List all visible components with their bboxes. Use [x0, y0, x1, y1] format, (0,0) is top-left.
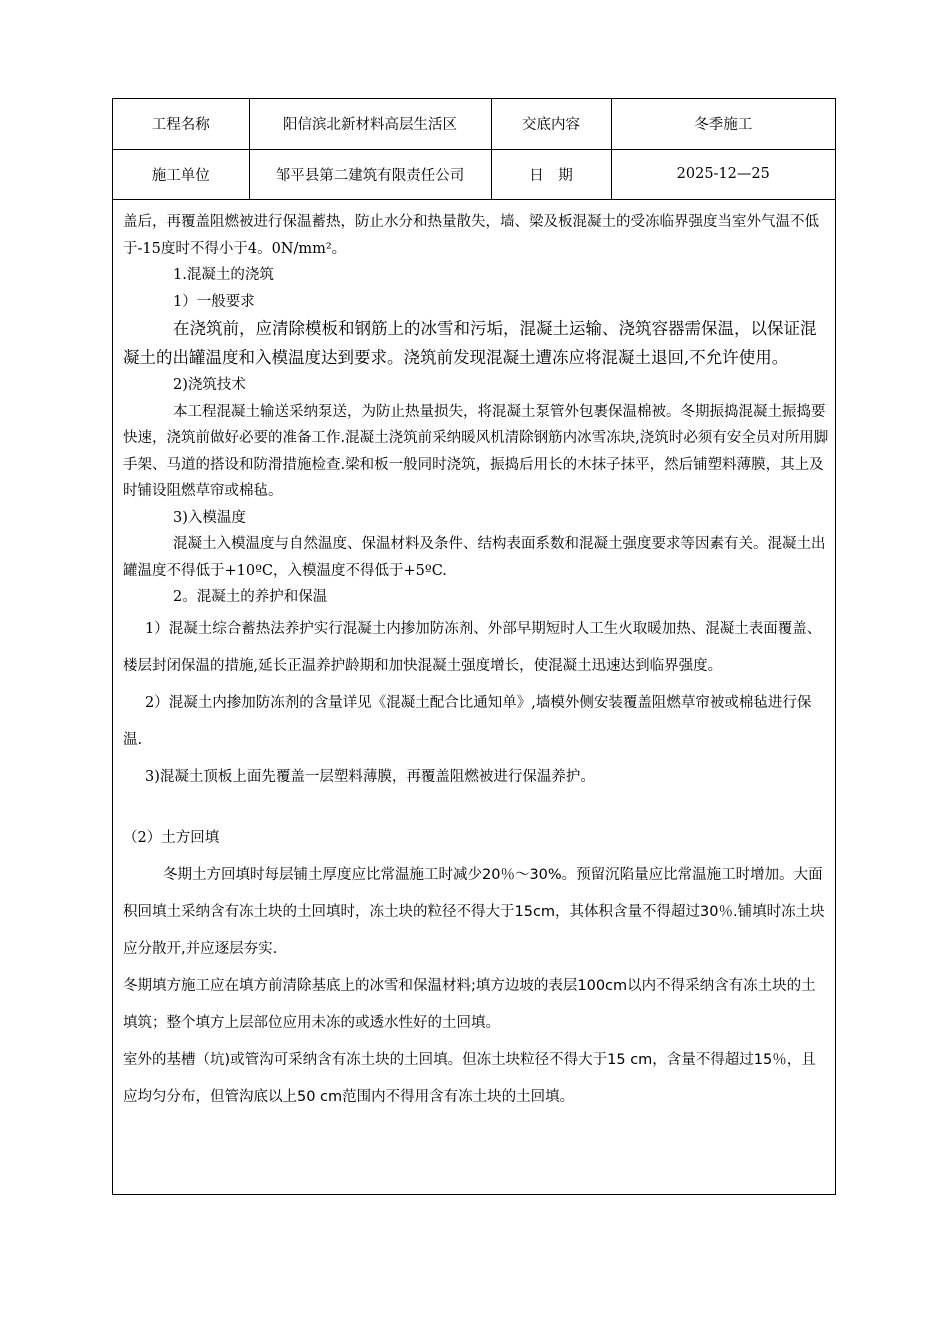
content-label: 交底内容	[491, 99, 611, 149]
paragraph: 在浇筑前，应清除模板和钢筋上的冰雪和污垢，混凝土运输、浇筑容器需保温，以保证混凝土的出罐温度和入模温度达到要求。浇筑前发现混凝土遭冻应将混凝土退回,不允许使用。	[123, 319, 817, 367]
paragraph: 1）混凝土综合蓄热法养护实行混凝土内掺加防冻剂、外部早期短时人工生火取暖加热、混凝土表面覆盖、楼层封闭保温的措施,延长正温养护龄期和加快混凝土强度增长，使混凝土迅速达到临界强度。	[123, 620, 822, 674]
paragraph: 3)混凝土顶板上面先覆盖一层塑料薄膜，再覆盖阻燃被进行保温养护。	[145, 768, 595, 785]
paragraph: 2）混凝土内掺加防冻剂的含量详见《混凝土配合比通知单》,墙模外侧安装覆盖阻燃草帘被或棉毡进行保温.	[123, 694, 812, 748]
paragraph: 盖后，再覆盖阻燃被进行保温蓄热，防止水分和热量散失，墙、梁及板混凝土的受冻临界强度当室外气温不低于-15度时不得小于4。0N/mm²。	[123, 214, 819, 257]
construction-unit-value: 邹平县第二建筑有限责任公司	[249, 149, 491, 199]
project-name-value: 阳信滨北新材料高层生活区	[249, 99, 491, 149]
document-body	[123, 209, 829, 1116]
section-heading: 1.混凝土的浇筑	[173, 267, 274, 283]
paragraph: 本工程混凝土输送采纳泵送，为防止热量损失，将混凝土泵管外包裹保温棉被。冬期振捣混凝土振捣要快速，浇筑前做好必要的准备工作.混凝土浇筑前采纳暖风机清除钢筋内冰雪冻块,浇筑时必须有安全员对所用脚手架、马道的搭设和防滑措施检查.梁和板一般同时浇筑，振捣后用长的木抹子抹平，然后铺塑料薄膜，其上及时铺设阻燃草帘或棉毡。	[123, 403, 829, 499]
paragraph: 混凝土入模温度与自然温度、保温材料及条件、结构表面系数和混凝土强度要求等因素有关。混凝土出罐温度不得低于+10ºC，入模温度不得低于+5ºC.	[123, 536, 826, 579]
section-heading: 2。混凝土的养护和保温	[173, 589, 328, 605]
header-row-2	[113, 149, 835, 199]
header-table	[113, 99, 835, 200]
document-frame	[112, 98, 836, 1195]
project-name-label: 工程名称	[113, 99, 249, 149]
subsection-heading: 2)浇筑技术	[173, 377, 246, 393]
paragraph: 冬期土方回填时每层铺土厚度应比常温施工时减少20％～30%。预留沉陷量应比常温施工时增加。大面积回填土采纳含有冻土块的土回填时，冻土块的粒径不得大于15cm，其体积含量不得超过30％.铺填时冻土块应分散开,并应逐层夯实.	[123, 866, 825, 957]
content-value: 冬季施工	[611, 99, 835, 149]
subsection-heading: 3)入模温度	[173, 509, 246, 526]
paragraph: 室外的基槽（坑)或管沟可采纳含有冻土块的土回填。但冻土块粒径不得大于15 cm，含量不得超过15％，且应均匀分布，但管沟底以上50 cm范围内不得用含有冻土块的土回填。	[123, 1051, 816, 1105]
header-row-1	[113, 99, 835, 149]
section-heading: （2）土方回填	[123, 829, 220, 846]
date-value: 2025-12—25	[611, 149, 835, 199]
spacer	[123, 796, 829, 820]
paragraph: 冬期填方施工应在填方前清除基底上的冰雪和保温材料;填方边坡的表层100cm以内不得采纳含有冻土块的土填筑；整个填方上层部位应用未冻的或透水性好的土回填。	[123, 977, 816, 1031]
construction-unit-label: 施工单位	[113, 149, 249, 199]
date-label: 日 期	[491, 149, 611, 199]
subsection-heading: 1）一般要求	[173, 293, 255, 310]
